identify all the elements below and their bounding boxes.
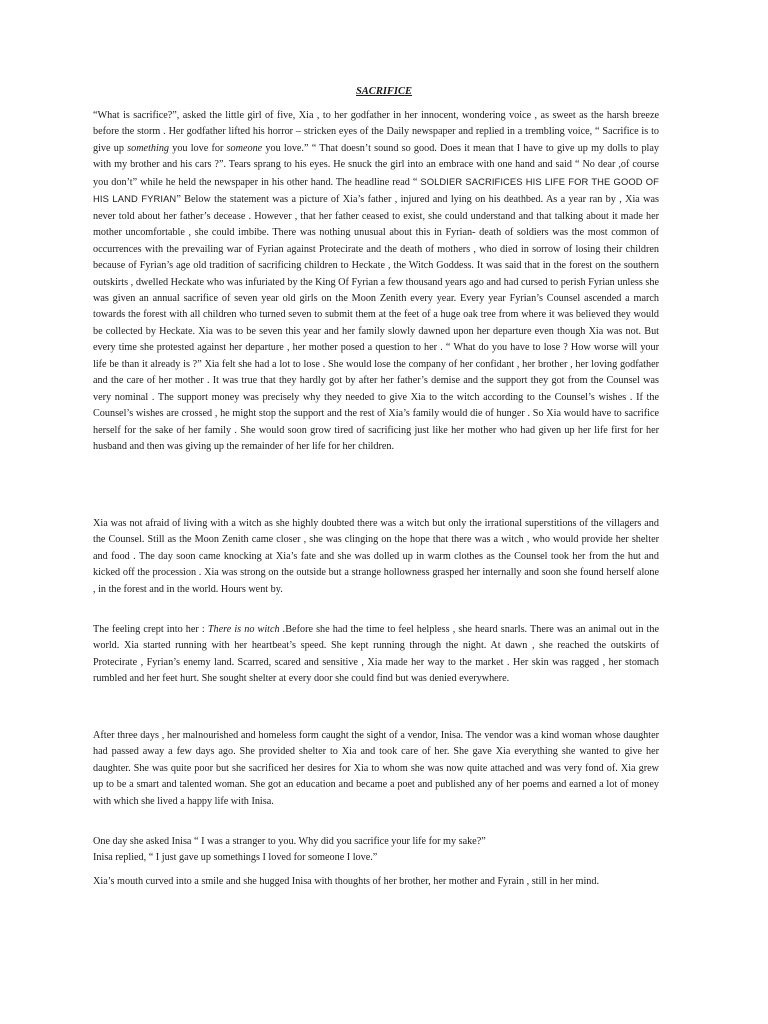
italic-no-witch: There is no witch . — [207, 624, 286, 635]
paragraph-3-text-b: Before she had the time to feel helpless , she heard snarls. There was an animal out in the world. Xia started running with her heartbeat’s speed. She kept running through the night. At dawn , she reached the outskirts of Protecirate , Fyrian’s enemy land. Scarred, scared and sensitive , Xia made her way to the market . Her skin was ragged , her stomach rumbled and her feet hurt. She sought shelter at every door she could find but was denied everywhere. — [93, 624, 659, 685]
paragraph-1-text-b: you love for — [169, 142, 227, 154]
paragraph-4: After three days , her malnourished and homeless form caught the sight of a vendor, Inisa. The vendor was a kind woman whose daughter had passed away a few days ago. She provided shelter to Xia and took care of her. She gave Xia everything she wanted to give her daughter. She was quite poor but she sacrificed her desires for Xia to whom she was now quite attached and was very fond of. Xia grew up to be a smart and talented woman. She got an education and became a poet and published any of her poems and earned a lot of money with which she lived a happy life with Inisa. — [93, 730, 659, 807]
paragraph-6: Xia’s mouth curved into a smile and she hugged Inisa with thoughts of her brother, her mother and Fyrain , still in her mind. — [93, 875, 600, 887]
dialogue-question: One day she asked Inisa “ I was a stranger to you. Why did you sacrifice your life for my sake?” — [93, 836, 486, 847]
document-title: SACRIFICE — [355, 86, 413, 97]
italic-something: something — [127, 142, 170, 154]
paragraph-1-text-a: “What is sacrifice?”, asked the little girl of five, Xia , to her godfather in her innocent, wondering voice , as sweet as the harsh breeze before the storm . Her godfather lifted his horror – stricken eyes of the Daily newspaper and replied in a trembling voice, “ Sacrifice is to give up — [93, 110, 659, 154]
dialogue-answer: Inisa replied, “ I just gave up somethings I loved for someone I love.” — [93, 852, 378, 864]
paragraph-1-text-c: you love.” “ That doesn’t sound so good. Does it mean that I have to give up my dolls to play with my brother and his cars ?”. Tears sprang to his eyes. He snuck the girl into an embrace with one hand and said “ No dear ,of course you don’t” while he held the newspaper in his other hand. The headline read “ — [93, 142, 659, 188]
document-body — [93, 108, 659, 890]
paragraph-1-text-d: ” Below the statement was a picture of Xia’s father , injured and lying on his deathbed. As a year ran by , Xia was never told about her father’s decease . However , that her father ceased to exist, she could understand and that talking about it made her mother uncomfortable , she could imbibe. There was nothing unusual about this in Fyrian- death of soldiers was the most common of occurrences with the prevailing war of Fyrian against Protecirate and the death of mothers , who died in sorrow of losing their children because of Fyrian’s age old tradition of sacrificing children to Heckate , the Witch Goddess. It was said that in the forest on the southern outskirts , dwelled Heckate who was infuriated by the King Of Fyrian a few thousand years ago and had cursed to perish Fyrian unless she was given an annual sacrifice of seven year old girls on the Moon Zenith every year. Every year Fyrian’s Counsel ascended a march towards the forest with all children who turned seven to submit them at the feet of a huge oak tree from where it was believed they would be collected by Heckate. Xia was to be seven this year and her family slowly dawned upon her departure even though Xia was not. But every time she protested against her departure , her mother posed a question to her . “ What do you have to lose ? How worse will your life be than it already is ?” Xia felt she had a lot to lose . She would lose the company of her confidant , her brother , her loving godfather and the care of her mother . It was true that they hardly got by after her father’s demise and the support they got from the Counsel was very nominal . The support money was precisely why they needed to give Xia to the witch according to the Counsel’s wishes . If the Counsel’s wishes are crossed , he might stop the support and the rest of Xia’s family would die of hunger . So Xia would have to sacrifice herself for the sake of her family . She would soon grow tired of sacrificing just like her mother who had given up her life first for her husband and then was giving up the remainder of her life for her children. — [93, 194, 659, 453]
paragraph-5 — [93, 834, 659, 867]
paragraph-3 — [93, 622, 659, 688]
newspaper-headline: SOLDIER SACRIFICES HIS LIFE FOR THE GOOD OF HIS LAND FYRIAN — [93, 175, 659, 205]
paragraph-2: Xia was not afraid of living with a witch as she highly doubted there was a witch but only the irrational superstitions of the villagers and the Counsel. Still as the Moon Zenith came closer , she was clinging on the hope that there was a witch , who would provide her shelter and food . The day soon came knocking at Xia’s fate and she was dolled up in warm clothes as the Counsel took her from the hut and kicked off the procession . Xia was strong on the outside but a strange hollowness grasped her internally and soon she found herself alone , in the forest and in the world. Hours went by. — [93, 518, 659, 595]
italic-someone: someone — [226, 142, 263, 154]
paragraph-3-text-a: The feeling crept into her : — [93, 624, 208, 635]
paragraph-1 — [93, 108, 659, 509]
